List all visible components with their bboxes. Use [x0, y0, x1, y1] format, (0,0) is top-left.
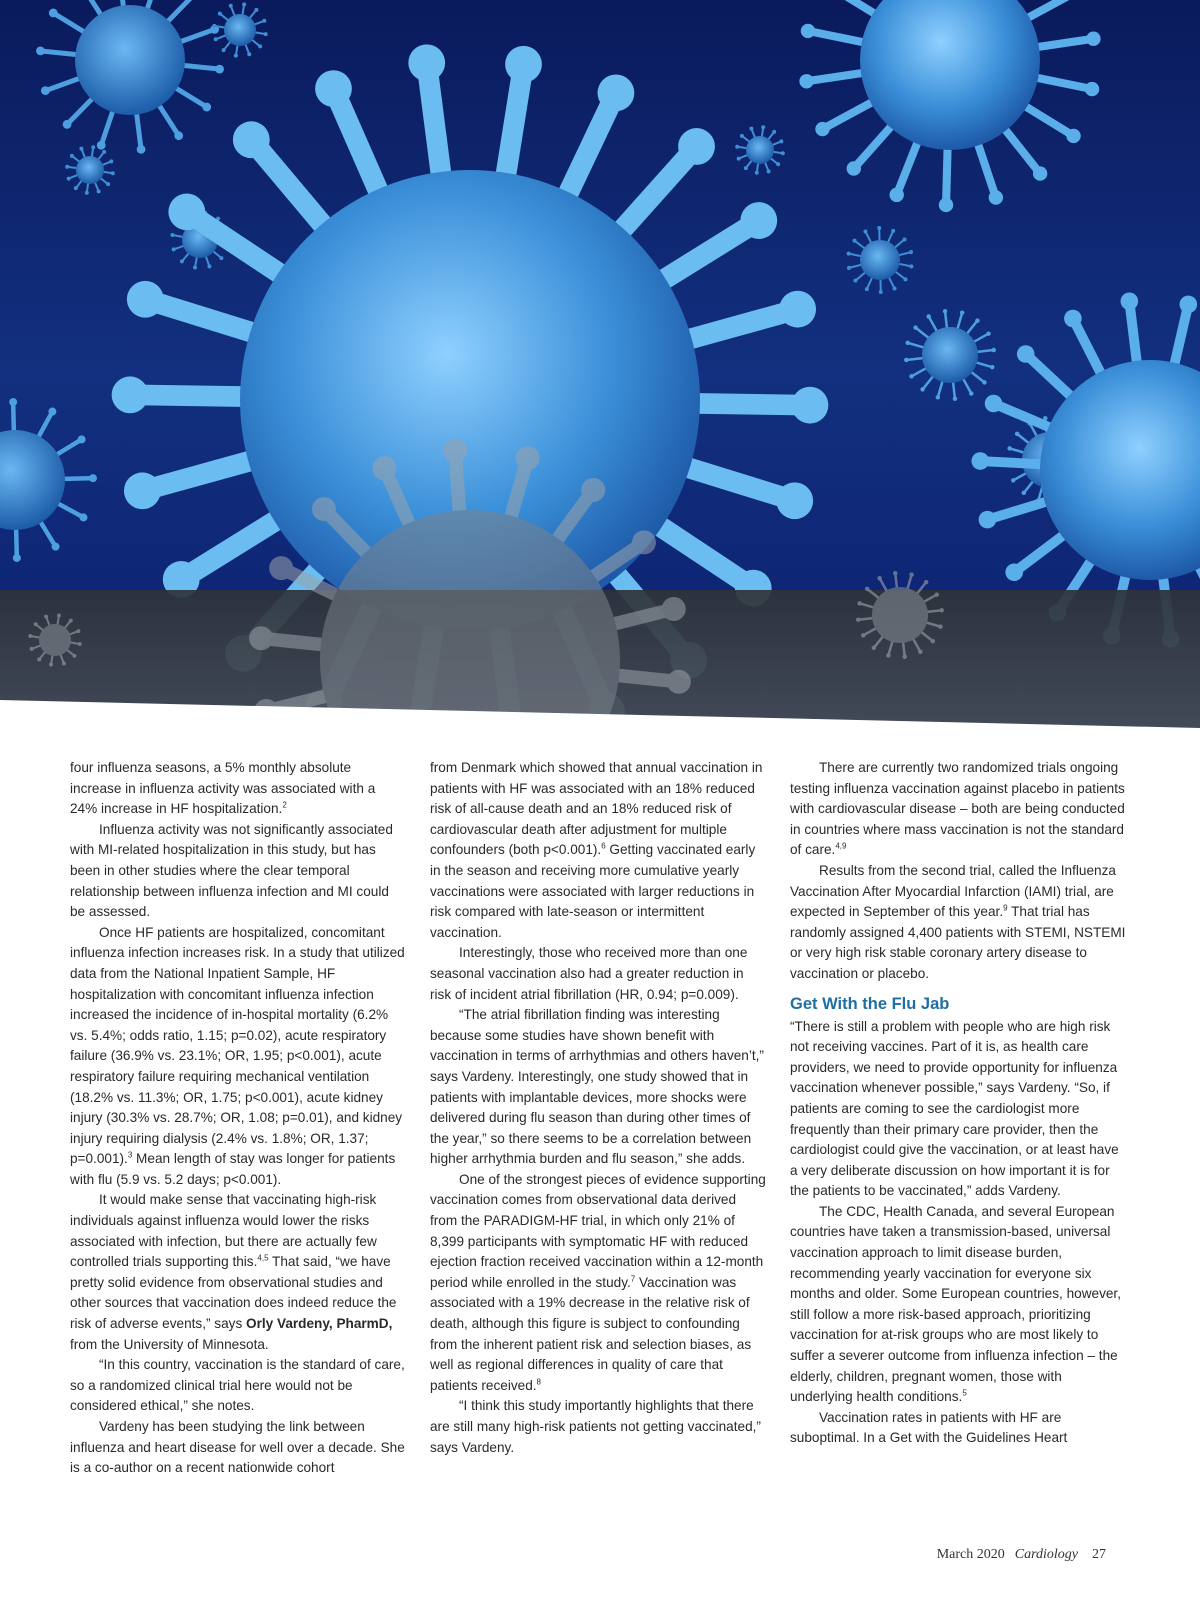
paragraph-text: Interestingly, those who received more than one seasonal vaccination also had a greater reduction in risk of incident atrial fibrillation (HR, 0.94; p=0.009).: [430, 945, 748, 1002]
paragraph-text: from the University of Minnesota.: [70, 1336, 269, 1352]
article-body: [70, 758, 1136, 1518]
source-name: Orly Vardeny, PharmD,: [246, 1316, 393, 1332]
paragraph-text: “In this country, vaccination is the standard of care, so a randomized clinical trial here would not be considered ethical,” she notes.: [70, 1357, 405, 1414]
citation-superscript: 5: [962, 1388, 967, 1398]
paragraph: [70, 758, 406, 820]
paragraph: [70, 1355, 406, 1417]
citation-superscript: 8: [536, 1377, 541, 1387]
paragraph: [70, 923, 406, 1191]
citation-superscript: 4,5: [257, 1253, 269, 1263]
paragraph: [430, 1170, 766, 1397]
paragraph: [430, 758, 766, 943]
paragraph: [790, 1202, 1126, 1408]
paragraph: [70, 820, 406, 923]
magazine-name: Cardiology: [1014, 1547, 1078, 1562]
text-column-3: [790, 758, 1126, 1449]
section-heading: Get With the Flu Jab: [790, 994, 950, 1013]
citation-superscript: 7: [630, 1274, 636, 1284]
paragraph: [790, 1017, 1126, 1202]
paragraph: [70, 1190, 406, 1355]
paragraph-text: Vaccination rates in patients with HF are suboptimal. In a Get with the Guidelines Heart: [790, 1409, 1068, 1446]
paragraph-text: There are currently two randomized trials ongoing testing influenza vaccination against placebo in patients with cardiovascular disease – both are being conducted in countries where mass vaccination is not the standard of care.: [790, 760, 1125, 858]
citation-superscript: 9: [1003, 903, 1008, 913]
paragraph-text: It would make sense that vaccinating high-risk individuals against influenza would lower the risks associated with infection, but there are actually few controlled trials supporting this.: [70, 1192, 377, 1270]
page-number: 27: [1092, 1547, 1106, 1562]
citation-superscript: 4,9: [835, 841, 847, 851]
paragraph-text: “The atrial fibrillation finding was interesting because some studies have shown benefit with vaccination in terms of arrhythmias and others haven’t,” says Vardeny. Interestingly, one study showed that in patients with implantable devices, more shocks were delivered during flu season than during other times of the year,” so there seems to be a correlation between higher arrhythmia burden and flu season,” she adds.: [430, 1007, 764, 1167]
citation-superscript: 3: [127, 1150, 133, 1160]
paragraph: [790, 758, 1126, 861]
paragraph: [430, 943, 766, 1005]
virus-illustration-icon: [0, 0, 1200, 740]
paragraph-text: Vaccination was associated with a 19% decrease in the relative risk of death, although this figure is subject to confounding from the inherent patient risk and selection biases, as well as regional differences in quality of care that patients received.: [430, 1274, 752, 1393]
paragraph: [70, 1417, 406, 1479]
paragraph-text: The CDC, Health Canada, and several European countries have taken a transmission-based, universal vaccination approach to limit disease burden, recommending yearly vaccination for everyone six months and older. Some European countries, however, still follow a more risk-based approach, prioritizing vaccination for at-risk groups who are most likely to suffer a severer outcome from influenza infection – the elderly, children, pregnant women, those with underlying health conditions.: [790, 1203, 1121, 1405]
paragraph-text: “I think this study importantly highlights that there are still many high-risk patients not getting vaccinated,” says Vardeny.: [430, 1398, 761, 1455]
text-column-2: [430, 758, 766, 1458]
paragraph-text: from Denmark which showed that annual vaccination in patients with HF was associated with an 18% reduced risk of all-cause death and an 18% reduced risk of cardiovascular death after adjustment for multiple confounders (both p<0.001).: [430, 760, 763, 858]
paragraph-text: Once HF patients are hospitalized, concomitant influenza infection increases risk. In a study that utilized data from the National Inpatient Sample, HF hospitalization with concomitant influenza infection increased the incidence of in-hospital mortality (6.2% vs. 5.4%; odds ratio, 1.15; p=0.02), acute respiratory failure (36.9% vs. 23.1%; OR, 1.95; p<0.001), acute respiratory failure requiring mechanical ventilation (18.2% vs. 11.3%; OR, 1.75; p<0.001), acute kidney injury (30.3% vs. 28.7%; OR, 1.08; p=0.01), and kidney injury requiring dialysis (2.4% vs. 1.8%; OR, 1.37; p=0.001).: [70, 924, 405, 1167]
paragraph: [430, 1396, 766, 1458]
paragraph-text: That trial has randomly assigned 4,400 patients with STEMI, NSTEMI or very high risk stable coronary artery disease to vaccination or placebo.: [790, 904, 1126, 981]
paragraph-text: Influenza activity was not significantly associated with MI-related hospitalization in this study, but has been in other studies where the clear temporal relationship between influenza infection and MI could be assessed.: [70, 821, 393, 920]
paragraph-text: “There is still a problem with people who are high risk not receiving vaccines. Part of it is, as health care providers, we need to provide opportunity for influenza vaccination whenever possible,” says Vardeny. “So, if patients are coming to see the cardiologist more frequently than their primary care provider, then the cardiologist could give the vaccination, or at least have a very deliberate discussion on how important it is for the patients to be vaccinated,” adds Vardeny.: [790, 1018, 1119, 1199]
issue-date: March 2020: [936, 1547, 1005, 1562]
citation-superscript: 2: [282, 800, 287, 810]
paragraph-text: One of the strongest pieces of evidence supporting vaccination comes from observational data derived from the PARADIGM-HF trial, in which only 21% of 8,399 participants with symptomatic HF with reduced ejection fraction received vaccination within a 12-month period while enrolled in the study.: [430, 1171, 766, 1290]
paragraph-text: That said, “we have pretty solid evidence from observational studies and other sources that vaccination does indeed reduce the risk of adverse events,” says: [70, 1254, 397, 1332]
paragraph-text: four influenza seasons, a 5% monthly absolute increase in influenza activity was associated with a 24% increase in HF hospitalization.: [70, 760, 376, 817]
citation-superscript: 6: [601, 841, 606, 851]
paragraph-text: Getting vaccinated early in the season and receiving more cumulative yearly vaccinations were associated with larger reductions in risk compared with late-season or intermittent vaccination.: [430, 842, 756, 940]
paragraph-text: Mean length of stay was longer for patients with flu (5.9 vs. 5.2 days; p<0.001).: [70, 1151, 396, 1187]
hero-virus-illustration: [0, 0, 1200, 740]
paragraph-text: Results from the second trial, called the Influenza Vaccination After Myocardial Infarction (IAMI) trial, are expected in September of this year.: [790, 862, 1116, 920]
paragraph: [790, 861, 1126, 985]
page-footer: [937, 1547, 1106, 1563]
paragraph-text: Vardeny has been studying the link between influenza and heart disease for well over a decade. She is a co-author on a recent nationwide cohort: [70, 1419, 405, 1476]
paragraph: [790, 1408, 1126, 1449]
text-column-1: [70, 758, 406, 1479]
paragraph: [430, 1005, 766, 1170]
